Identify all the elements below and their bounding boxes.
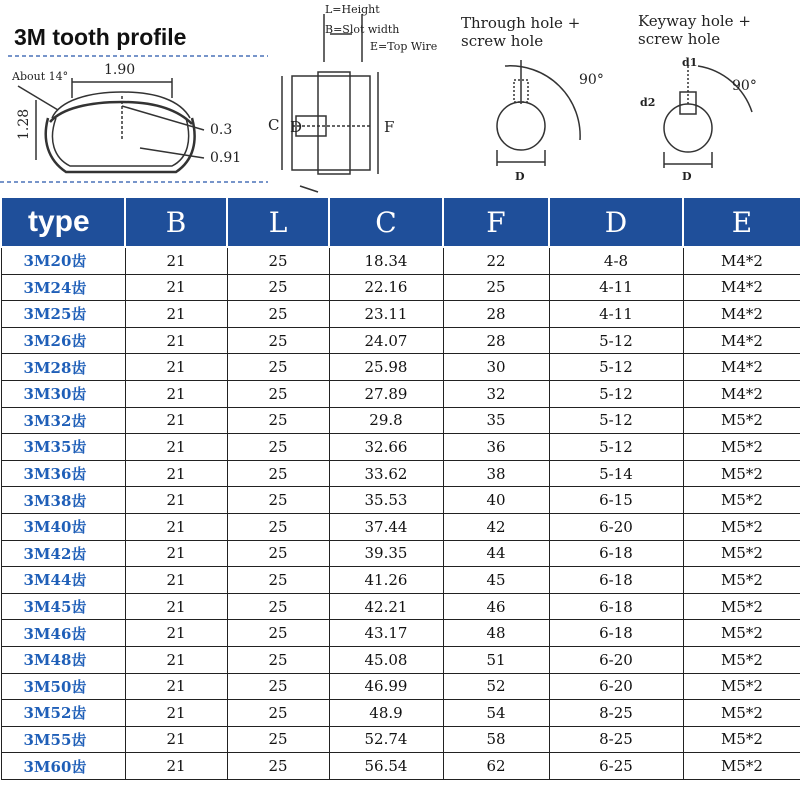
table-row: [1, 247, 800, 274]
tooth-profile-drawing: [18, 78, 204, 172]
table-row: [1, 487, 800, 514]
cell-type: 3M46齿: [1, 620, 125, 647]
cell-f: 38: [443, 460, 549, 487]
table-row: [1, 354, 800, 381]
cell-b: 21: [125, 646, 227, 673]
cell-b: 21: [125, 487, 227, 514]
cell-type: 3M48齿: [1, 646, 125, 673]
cell-f: 32: [443, 380, 549, 407]
cell-e: M5*2: [683, 540, 800, 567]
cell-l: 25: [227, 434, 329, 461]
keyway-d1-label: d1: [682, 56, 698, 69]
cell-c: 52.74: [329, 726, 443, 753]
cell-type: 3M36齿: [1, 460, 125, 487]
cell-e: M5*2: [683, 700, 800, 727]
cell-b: 21: [125, 247, 227, 274]
cell-l: 25: [227, 700, 329, 727]
cell-e: M4*2: [683, 301, 800, 328]
cell-d: 6-18: [549, 620, 683, 647]
cell-e: M5*2: [683, 407, 800, 434]
cell-c: 46.99: [329, 673, 443, 700]
diagrams-svg: [0, 0, 800, 196]
spec-table: [0, 196, 800, 780]
cell-b: 21: [125, 380, 227, 407]
header-f: F: [443, 197, 549, 247]
cell-l: 25: [227, 540, 329, 567]
cell-l: 25: [227, 646, 329, 673]
cell-e: M5*2: [683, 646, 800, 673]
table-row: [1, 726, 800, 753]
cell-l: 25: [227, 593, 329, 620]
cell-l: 25: [227, 407, 329, 434]
diagram-area: [0, 0, 800, 196]
table-row: [1, 753, 800, 780]
cell-d: 4-8: [549, 247, 683, 274]
header-l: L: [227, 197, 329, 247]
cell-type: 3M26齿: [1, 327, 125, 354]
cell-b: 21: [125, 726, 227, 753]
cell-f: 36: [443, 434, 549, 461]
pulley-height-label: L=Height: [325, 3, 380, 16]
through-hole-drawing: [497, 60, 580, 166]
pulley-d-label: D: [290, 118, 303, 136]
keyway-angle: 90°: [732, 78, 757, 94]
cell-l: 25: [227, 274, 329, 301]
cell-c: 37.44: [329, 513, 443, 540]
cell-l: 25: [227, 487, 329, 514]
cell-e: M5*2: [683, 620, 800, 647]
cell-c: 29.8: [329, 407, 443, 434]
header-b: B: [125, 197, 227, 247]
cell-f: 40: [443, 487, 549, 514]
cell-e: M4*2: [683, 274, 800, 301]
cell-e: M5*2: [683, 460, 800, 487]
header-e: E: [683, 197, 800, 247]
cell-b: 21: [125, 673, 227, 700]
table-row: [1, 540, 800, 567]
height-dim-label: 1.28: [16, 108, 32, 140]
cell-e: M5*2: [683, 567, 800, 594]
cell-c: 42.21: [329, 593, 443, 620]
cell-d: 6-20: [549, 673, 683, 700]
table-row: [1, 513, 800, 540]
cell-type: 3M35齿: [1, 434, 125, 461]
cell-c: 35.53: [329, 487, 443, 514]
cell-b: 21: [125, 434, 227, 461]
cell-e: M5*2: [683, 487, 800, 514]
cell-type: 3M40齿: [1, 513, 125, 540]
cell-l: 25: [227, 247, 329, 274]
large-radius-label: 0.91: [210, 150, 242, 166]
cell-b: 21: [125, 753, 227, 780]
spec-table-container: [0, 196, 800, 780]
cell-type: 3M20齿: [1, 247, 125, 274]
cell-f: 28: [443, 301, 549, 328]
table-row: [1, 646, 800, 673]
cell-e: M5*2: [683, 753, 800, 780]
cell-d: 8-25: [549, 700, 683, 727]
table-row: [1, 700, 800, 727]
cell-d: 5-14: [549, 460, 683, 487]
through-hole-angle: 90°: [579, 72, 604, 88]
cell-l: 25: [227, 567, 329, 594]
cell-f: 28: [443, 327, 549, 354]
keyway-d2-label: d2: [640, 96, 656, 109]
cell-d: 6-18: [549, 593, 683, 620]
cell-type: 3M24齿: [1, 274, 125, 301]
cell-e: M5*2: [683, 434, 800, 461]
cell-d: 5-12: [549, 327, 683, 354]
table-row: [1, 620, 800, 647]
cell-l: 25: [227, 301, 329, 328]
table-body: [1, 247, 800, 779]
cell-type: 3M50齿: [1, 673, 125, 700]
cell-f: 44: [443, 540, 549, 567]
cell-b: 21: [125, 567, 227, 594]
profile-title: 3M tooth profile: [14, 24, 187, 50]
cell-d: 6-18: [549, 540, 683, 567]
cell-c: 56.54: [329, 753, 443, 780]
cell-c: 24.07: [329, 327, 443, 354]
cell-c: 22.16: [329, 274, 443, 301]
cell-e: M4*2: [683, 327, 800, 354]
cell-type: 3M60齿: [1, 753, 125, 780]
cell-f: 22: [443, 247, 549, 274]
cell-f: 45: [443, 567, 549, 594]
cell-c: 48.9: [329, 700, 443, 727]
keyway-title-1: Keyway hole +: [638, 12, 751, 30]
cell-b: 21: [125, 274, 227, 301]
through-hole-title-1: Through hole +: [461, 14, 581, 32]
table-row: [1, 434, 800, 461]
cell-type: 3M28齿: [1, 354, 125, 381]
through-hole-title-2: screw hole: [461, 32, 544, 50]
cell-c: 23.11: [329, 301, 443, 328]
cell-f: 51: [443, 646, 549, 673]
cell-f: 62: [443, 753, 549, 780]
cell-type: 3M25齿: [1, 301, 125, 328]
cell-d: 6-25: [549, 753, 683, 780]
cell-d: 6-18: [549, 567, 683, 594]
cell-b: 21: [125, 407, 227, 434]
table-row: [1, 380, 800, 407]
cell-type: 3M55齿: [1, 726, 125, 753]
cell-type: 3M45齿: [1, 593, 125, 620]
pulley-slot-label: B=Slot width: [325, 23, 400, 36]
cell-b: 21: [125, 460, 227, 487]
cell-c: 18.34: [329, 247, 443, 274]
pulley-topwire-label: E=Top Wire: [370, 40, 438, 53]
cell-e: M4*2: [683, 354, 800, 381]
cell-b: 21: [125, 620, 227, 647]
pulley-f-label: F: [384, 118, 395, 136]
cell-e: M4*2: [683, 380, 800, 407]
cell-e: M5*2: [683, 726, 800, 753]
cell-b: 21: [125, 301, 227, 328]
cell-b: 21: [125, 700, 227, 727]
cell-type: 3M42齿: [1, 540, 125, 567]
cell-c: 32.66: [329, 434, 443, 461]
table-row: [1, 673, 800, 700]
cell-b: 21: [125, 593, 227, 620]
cell-d: 5-12: [549, 354, 683, 381]
table-row: [1, 460, 800, 487]
cell-d: 6-20: [549, 646, 683, 673]
pulley-c-label: C: [268, 116, 280, 134]
cell-l: 25: [227, 327, 329, 354]
table-row: [1, 407, 800, 434]
cell-type: 3M52齿: [1, 700, 125, 727]
cell-d: 4-11: [549, 274, 683, 301]
cell-l: 25: [227, 620, 329, 647]
cell-f: 25: [443, 274, 549, 301]
cell-c: 27.89: [329, 380, 443, 407]
table-header-row: [1, 197, 800, 247]
cell-f: 30: [443, 354, 549, 381]
cell-l: 25: [227, 673, 329, 700]
cell-b: 21: [125, 513, 227, 540]
cell-e: M5*2: [683, 593, 800, 620]
cell-f: 58: [443, 726, 549, 753]
width-dim-label: 1.90: [104, 62, 136, 78]
cell-d: 6-20: [549, 513, 683, 540]
through-hole-d-label: D: [515, 170, 525, 183]
cell-type: 3M44齿: [1, 567, 125, 594]
keyway-title-2: screw hole: [638, 30, 721, 48]
cell-c: 45.08: [329, 646, 443, 673]
cell-f: 35: [443, 407, 549, 434]
cell-e: M5*2: [683, 673, 800, 700]
cell-c: 43.17: [329, 620, 443, 647]
table-row: [1, 301, 800, 328]
cell-c: 33.62: [329, 460, 443, 487]
cell-d: 4-11: [549, 301, 683, 328]
header-c: C: [329, 197, 443, 247]
pulley-section-drawing: [282, 14, 378, 192]
cell-c: 39.35: [329, 540, 443, 567]
cell-e: M5*2: [683, 513, 800, 540]
cell-l: 25: [227, 726, 329, 753]
header-d: D: [549, 197, 683, 247]
header-type: type: [1, 197, 125, 247]
about-angle-label: About 14°: [12, 70, 69, 83]
cell-l: 25: [227, 753, 329, 780]
table-row: [1, 567, 800, 594]
cell-f: 54: [443, 700, 549, 727]
cell-l: 25: [227, 354, 329, 381]
cell-f: 42: [443, 513, 549, 540]
cell-type: 3M38齿: [1, 487, 125, 514]
table-row: [1, 593, 800, 620]
cell-d: 5-12: [549, 407, 683, 434]
cell-f: 46: [443, 593, 549, 620]
table-row: [1, 327, 800, 354]
cell-l: 25: [227, 513, 329, 540]
cell-c: 41.26: [329, 567, 443, 594]
cell-c: 25.98: [329, 354, 443, 381]
cell-e: M4*2: [683, 247, 800, 274]
cell-d: 8-25: [549, 726, 683, 753]
cell-f: 48: [443, 620, 549, 647]
cell-d: 6-15: [549, 487, 683, 514]
table-row: [1, 274, 800, 301]
cell-b: 21: [125, 327, 227, 354]
cell-b: 21: [125, 540, 227, 567]
cell-f: 52: [443, 673, 549, 700]
small-radius-label: 0.3: [210, 122, 233, 138]
cell-type: 3M30齿: [1, 380, 125, 407]
keyway-d-label: D: [682, 170, 692, 183]
cell-l: 25: [227, 380, 329, 407]
cell-d: 5-12: [549, 434, 683, 461]
cell-type: 3M32齿: [1, 407, 125, 434]
cell-b: 21: [125, 354, 227, 381]
cell-d: 5-12: [549, 380, 683, 407]
cell-l: 25: [227, 460, 329, 487]
